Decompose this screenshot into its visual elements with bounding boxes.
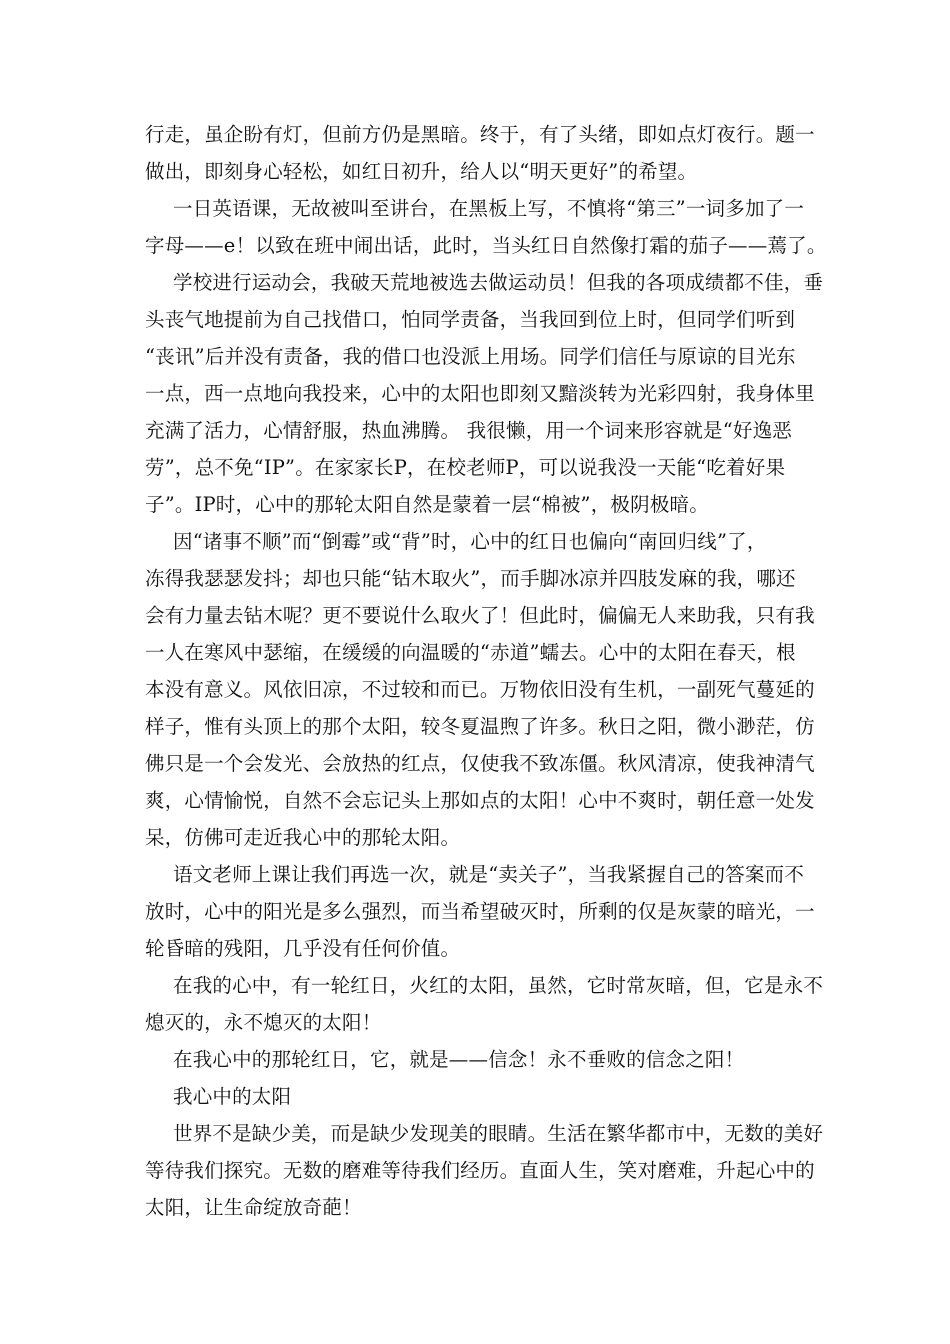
text-line: 会有力量去钻木呢？更不要说什么取火了！但此时，偏偏无人来助我，只有我 (145, 604, 815, 627)
section-title: 我心中的太阳 (173, 1085, 292, 1108)
text-line: 放时，心中的阳光是多么强烈，而当希望破灭时，所剩的仅是灰蒙的暗光，一 (145, 900, 815, 923)
text-line: 做出，即刻身心轻松，如红日初升，给人以“明天更好”的希望。 (145, 160, 698, 183)
text-line: 一人在寒风中瑟缩，在缓缓的向温暖的“赤道”蠕去。心中的太阳在春天，根 (145, 641, 796, 664)
text-line: 在我的心中，有一轮红日，火红的太阳，虽然，它时常灰暗，但，它是永不 (173, 974, 824, 997)
text-line: 爽，心情愉悦，自然不会忘记头上那如点的太阳！心中不爽时，朝任意一处发 (145, 789, 815, 812)
text-line: 在我心中的那轮红日，它，就是——信念！永不垂败的信念之阳！ (173, 1048, 745, 1071)
text-line: 头丧气地提前为自己找借口，怕同学责备，当我回到位上时，但同学们听到 (145, 308, 796, 331)
text-line: 太阳，让生命绽放奇葩！ (145, 1196, 362, 1219)
text-line: 字母——e！以致在班中闹出话，此时，当头红日自然像打霜的茄子——蔫了。 (145, 234, 827, 257)
text-line: 呆，仿佛可走近我心中的那轮太阳。 (145, 826, 461, 849)
text-line: 劳”，总不免“IP”。在家家长P，在校老师P，可以说我没一天能“吃着好果 (145, 456, 786, 479)
text-line: 冻得我瑟瑟发抖；却也只能“钻木取火”，而手脚冰凉并四肢发麻的我，哪还 (145, 567, 796, 590)
text-line: 轮昏暗的残阳，几乎没有任何价值。 (145, 937, 461, 960)
text-line: 佛只是一个会发光、会放热的红点，仅使我不致冻僵。秋风清凉，使我神清气 (145, 752, 815, 775)
text-line: 本没有意义。风依旧凉，不过较和而已。万物依旧没有生机，一副死气蔓延的 (145, 678, 815, 701)
text-line: 一点，西一点地向我投来，心中的太阳也即刻又黯淡转为光彩四射，我身体里 (145, 382, 815, 405)
text-line: 一日英语课，无故被叫至讲台，在黑板上写，不慎将“第三”一词多加了一 (173, 197, 805, 220)
text-line: 世界不是缺少美，而是缺少发现美的眼睛。生活在繁华都市中，无数的美好 (173, 1122, 824, 1145)
text-line: 因“诸事不顺”而“倒霉”或“背”时，心中的红日也偏向“南回归线”了， (173, 530, 767, 553)
text-line: 学校进行运动会，我破天荒地被选去做运动员！但我的各项成绩都不佳，垂 (173, 271, 824, 294)
text-line: 子”。IP时，心中的那轮太阳自然是蒙着一层“棉被”，极阴极暗。 (145, 493, 709, 516)
text-line: 样子，惟有头顶上的那个太阳，较冬夏温煦了许多。秋日之阳，微小渺茫，仿 (145, 715, 815, 738)
text-line: 行走，虽企盼有灯，但前方仍是黑暗。终于，有了头绪，即如点灯夜行。题一 (145, 123, 815, 146)
text-line: 熄灭的，永不熄灭的太阳！ (145, 1011, 382, 1034)
text-line: 等待我们探究。无数的磨难等待我们经历。直面人生，笑对磨难，升起心中的 (145, 1159, 815, 1182)
text-line: 充满了活力，心情舒服，热血沸腾。 我很懒，用一个词来形容就是“好逸恶 (145, 419, 792, 442)
text-line: “丧讯”后并没有责备，我的借口也没派上用场。同学们信任与原谅的目光东 (145, 345, 796, 368)
text-line: 语文老师上课让我们再选一次，就是“卖关子”，当我紧握自己的答案而不 (173, 863, 805, 886)
